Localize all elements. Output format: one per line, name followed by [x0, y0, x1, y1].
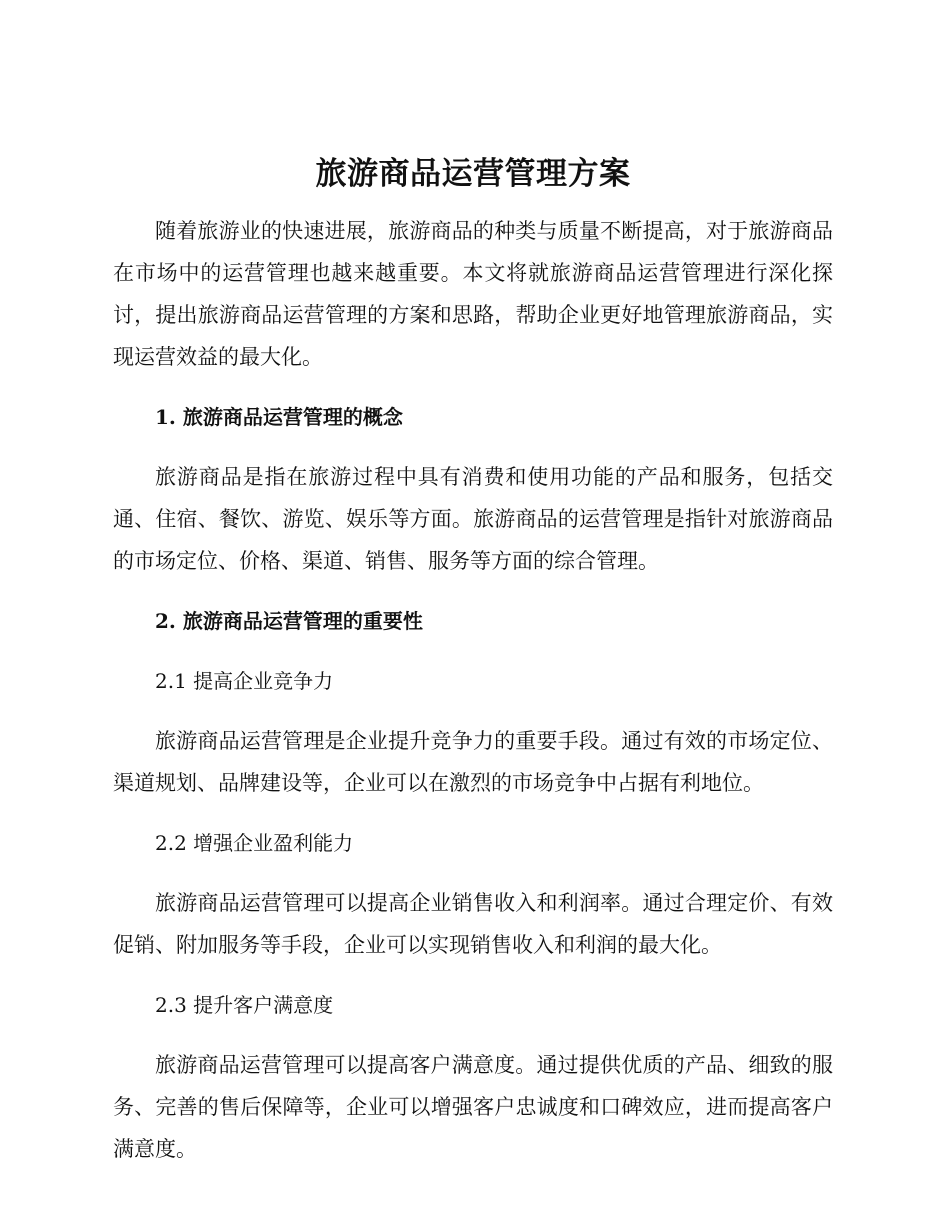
subsection-2-1-heading: 2.1 提高企业竞争力: [155, 669, 334, 693]
section-1-heading: 1. 旅游商品运营管理的概念: [155, 405, 403, 429]
subsection-2-2-paragraph: 旅游商品运营管理可以提高企业销售收入和利润率。通过合理定价、有效促销、附加服务等手段，企业可以实现销售收入和利润的最大化。: [113, 891, 833, 957]
document-content: [113, 148, 833, 1188]
subsection-2-1-paragraph: 旅游商品运营管理是企业提升竞争力的重要手段。通过有效的市场定位、渠道规划、品牌建设等，企业可以在激烈的市场竞争中占据有利地位。: [113, 729, 833, 795]
section-2-heading: 2. 旅游商品运营管理的重要性: [155, 609, 423, 633]
section-1-paragraph: 旅游商品是指在旅游过程中具有消费和使用功能的产品和服务，包括交通、住宿、餐饮、游览、娱乐等方面。旅游商品的运营管理是指针对旅游商品的市场定位、价格、渠道、销售、服务等方面的综合管理。: [113, 465, 833, 573]
subsection-2-3-heading: 2.3 提升客户满意度: [155, 993, 334, 1017]
subsection-2-3-paragraph: 旅游商品运营管理可以提高客户满意度。通过提供优质的产品、细致的服务、完善的售后保障等，企业可以增强客户忠诚度和口碑效应，进而提高客户满意度。: [113, 1053, 833, 1161]
intro-paragraph: 随着旅游业的快速进展，旅游商品的种类与质量不断提高，对于旅游商品在市场中的运营管理也越来越重要。本文将就旅游商品运营管理进行深化探讨，提出旅游商品运营管理的方案和思路，帮助企业更好地管理旅游商品，实现运营效益的最大化。: [113, 219, 833, 369]
subsection-2-2-heading: 2.2 增强企业盈利能力: [155, 831, 354, 855]
document-title: 旅游商品运营管理方案: [315, 156, 631, 192]
